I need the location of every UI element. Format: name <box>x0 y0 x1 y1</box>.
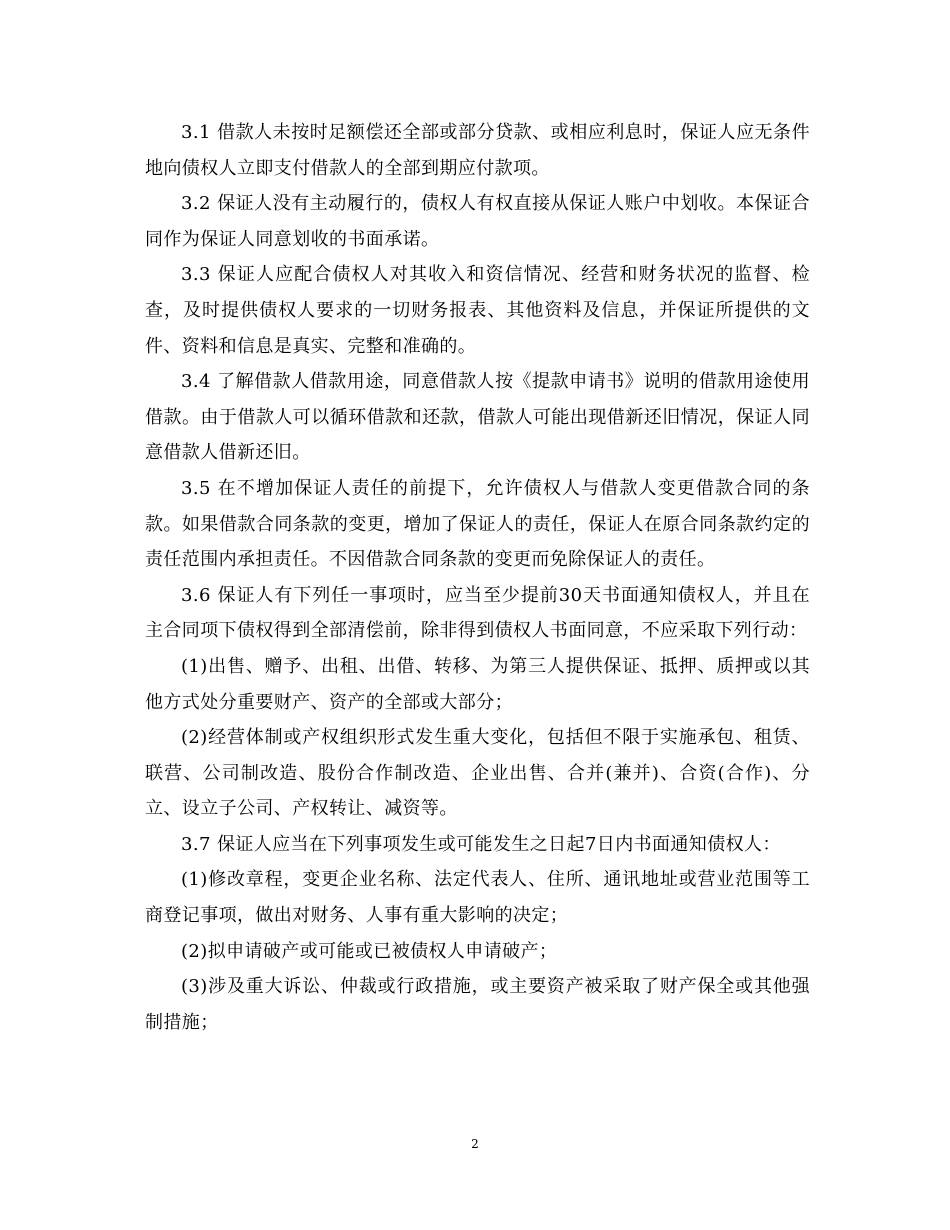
clause-3-7-item-2: (2)拟申请破产或可能或已被债权人申请破产； <box>181 940 558 962</box>
clause-3-7-item-3: (3)涉及重大诉讼、仲裁或行政措施，或主要资产被采取了财产保全或其他强制措施； <box>145 976 810 1033</box>
clause-3-6-item-1: (1)出售、赠予、出租、出借、转移、为第三人提供保证、抵押、质押或以其他方式处分重要财产、资产的全部或大部分； <box>145 655 810 713</box>
page-number: 2 <box>471 1137 479 1151</box>
document-body <box>145 115 810 1040</box>
clause-3-3: 3.3 保证人应配合债权人对其收入和资信情况、经营和财务状况的监督、检查，及时提供债权人要求的一切财务报表、其他资料及信息，并保证所提供的文件、资料和信息是真实、完整和准确的。 <box>145 264 810 357</box>
clause-3-2: 3.2 保证人没有主动履行的，债权人有权直接从保证人账户中划收。本保证合同作为保证人同意划收的书面承诺。 <box>145 193 810 250</box>
clause-3-7-item-1: (1)修改章程，变更企业名称、法定代表人、住所、通讯地址或营业范围等工商登记事项，做出对财务、人事有重大影响的决定； <box>145 869 810 927</box>
clause-3-6-item-2: (2)经营体制或产权组织形式发生重大变化，包括但不限于实施承包、租赁、联营、公司制改造、股份合作制改造、企业出售、合并(兼并)、合资(合作)、分立、设立子公司、产权转让、减资等。 <box>145 727 810 820</box>
clause-3-4: 3.4 了解借款人借款用途，同意借款人按《提款申请书》说明的借款用途使用借款。由于借款人可以循环借款和还款，借款人可能出现借新还旧情况，保证人同意借款人借新还旧。 <box>145 371 810 464</box>
clause-3-5: 3.5 在不增加保证人责任的前提下，允许债权人与借款人变更借款合同的条款。如果借款合同条款的变更，增加了保证人的责任，保证人在原合同条款约定的责任范围内承担责任。不因借款合同条款的变更而免除保证人的责任。 <box>145 477 810 571</box>
clause-3-6: 3.6 保证人有下列任一事项时，应当至少提前30天书面通知债权人，并且在主合同项下债权得到全部清偿前，除非得到债权人书面同意，不应采取下列行动： <box>145 584 810 642</box>
clause-3-1: 3.1 借款人未按时足额偿还全部或部分贷款、或相应利息时，保证人应无条件地向债权人立即支付借款人的全部到期应付款项。 <box>145 122 810 179</box>
clause-3-7: 3.7 保证人应当在下列事项发生或可能发生之日起7日内书面通知债权人： <box>181 833 781 855</box>
